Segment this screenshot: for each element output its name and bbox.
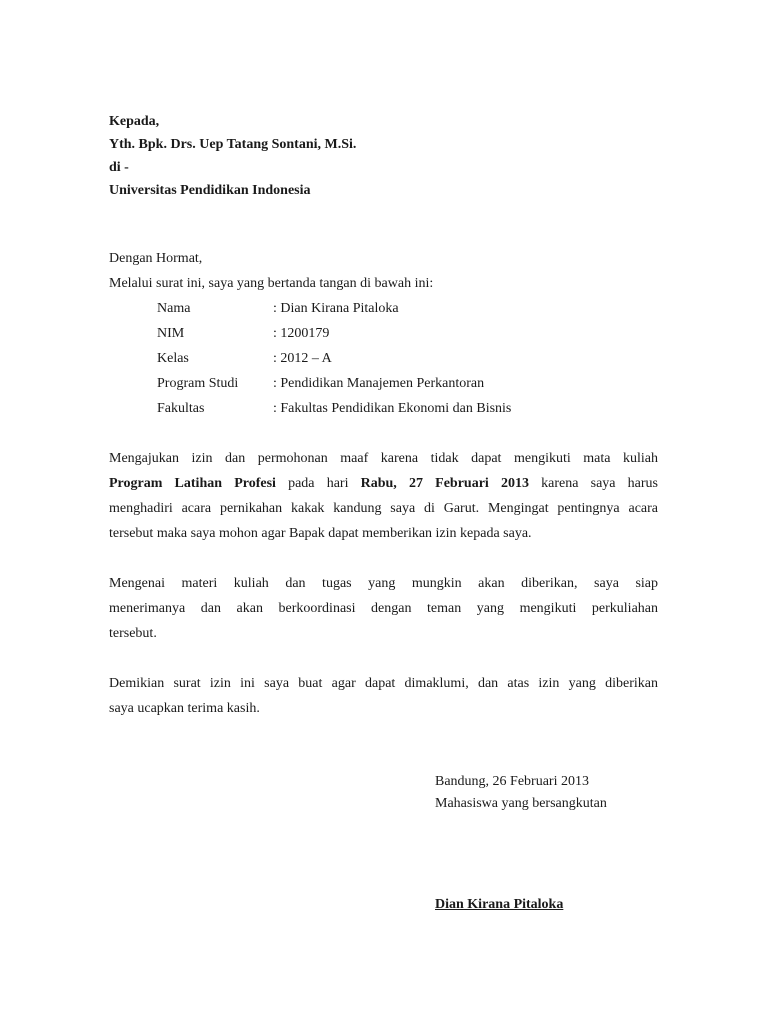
paragraph-materials-line-2: menerimanya dan akan berkoordinasi dengan teman yang mengikuti perkuliahan bbox=[109, 601, 658, 616]
field-label-nama: Nama bbox=[157, 301, 191, 316]
paragraph-closing bbox=[109, 671, 658, 721]
field-value-nama: : Dian Kirana Pitaloka bbox=[273, 301, 399, 316]
place-date: Bandung, 26 Februari 2013 bbox=[435, 774, 589, 789]
paragraph-materials-line-1: Mengenai materi kuliah dan tugas yang mungkin akan diberikan, saya siap bbox=[109, 576, 658, 591]
absence-date: Rabu, 27 Februari 2013 bbox=[360, 476, 529, 491]
field-label-nim: NIM bbox=[157, 326, 185, 341]
signer-role: Mahasiswa yang bersangkutan bbox=[435, 796, 607, 811]
field-value-fakultas: : Fakultas Pendidikan Ekonomi dan Bisnis bbox=[273, 401, 512, 416]
paragraph-request bbox=[109, 446, 658, 546]
recipient-di: di - bbox=[109, 160, 129, 175]
paragraph-request-line-3: menghadiri acara pernikahan kakak kandung saya di Garut. Mengingat pentingnya acara bbox=[109, 501, 658, 516]
paragraph-materials bbox=[109, 571, 658, 646]
recipient-name: Yth. Bpk. Drs. Uep Tatang Sontani, M.Si. bbox=[109, 137, 357, 152]
field-value-nim: : 1200179 bbox=[273, 326, 330, 341]
field-label-kelas: Kelas bbox=[157, 351, 189, 366]
field-value-kelas: : 2012 – A bbox=[273, 351, 332, 366]
pada-hari-text: pada hari bbox=[275, 476, 361, 491]
paragraph-request-line-2 bbox=[109, 471, 658, 496]
recipient-kepada: Kepada, bbox=[109, 114, 160, 129]
paragraph-request-line-1: Mengajukan izin dan permohonan maaf karena tidak dapat mengikuti mata kuliah bbox=[109, 451, 658, 466]
paragraph-closing-line-2: saya ucapkan terima kasih. bbox=[109, 701, 260, 716]
reason-text: karena saya harus bbox=[528, 476, 658, 491]
paragraph-request-line-4: tersebut maka saya mohon agar Bapak dapat memberikan izin kepada saya. bbox=[109, 526, 532, 541]
field-label-program-studi: Program Studi bbox=[157, 376, 239, 391]
course-name: Program Latihan Profesi bbox=[109, 476, 276, 491]
signer-name: Dian Kirana Pitaloka bbox=[435, 897, 564, 912]
intro-text: Melalui surat ini, saya yang bertanda tangan di bawah ini: bbox=[109, 276, 434, 291]
recipient-institution: Universitas Pendidikan Indonesia bbox=[109, 183, 311, 198]
greeting: Dengan Hormat, bbox=[109, 251, 203, 266]
field-value-program-studi: : Pendidikan Manajemen Perkantoran bbox=[273, 376, 485, 391]
paragraph-materials-line-3: tersebut. bbox=[109, 626, 157, 641]
paragraph-closing-line-1: Demikian surat izin ini saya buat agar dapat dimaklumi, dan atas izin yang diberikan bbox=[109, 676, 658, 691]
field-label-fakultas: Fakultas bbox=[157, 401, 205, 416]
